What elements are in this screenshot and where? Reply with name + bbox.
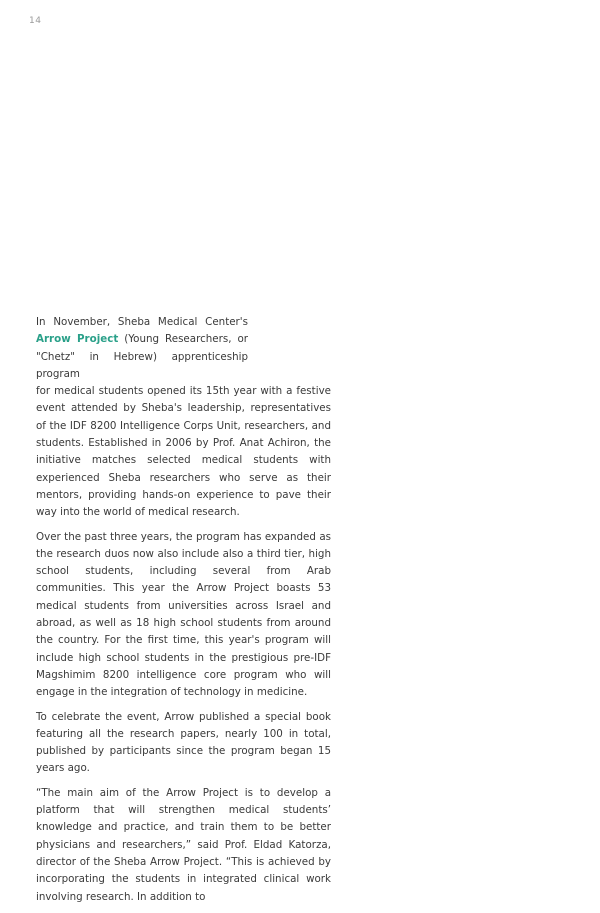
article-body <box>36 314 331 913</box>
intro-line-3: "Chetz" in Hebrew) apprenticeship program <box>36 350 248 380</box>
paragraph-quote: “The main aim of the Arrow Project is to develop a platform that will strengthen medical students’ knowledge and practice, and train them to be better physicians and researchers,” said Prof. Eldad Katorza, director of the Sheba Arrow Project. “This is achieved by incorporating the students in integrated clinical work involving research. In addition to <box>36 786 331 903</box>
intro-line-2-rest: (Young Researchers, or <box>118 333 248 346</box>
paragraph-special-book: To celebrate the event, Arrow published a special book featuring all the research papers, nearly 100 in total, published by participants since the program began 15 years ago. <box>36 710 331 775</box>
intro-line-2 <box>36 331 248 348</box>
intro-rest: for medical students opened its 15th year with a festive event attended by Sheba's leadership, representatives of the IDF 8200 Intelligence Corps Unit, researchers, and students. Established in 2006 by Prof. Anat Achiron, the initiative matches selected medical students with experienced Sheba researchers who serve as their mentors, providing hands-on experience to pave their way into the world of medical research. <box>36 385 331 519</box>
intro-line-1: In November, Sheba Medical Center's <box>36 316 248 328</box>
paragraph-program-expansion: Over the past three years, the program has expanded as the research duos now also include also a third tier, high school students, including several from Arab communities. This year the Arrow Project boasts 53 medical students from universities across Israel and abroad, as well as 18 high school students from around the country. For the first time, this year's program will include high school students in the prestigious pre-IDF Magshimim 8200 intelligence core program who will engage in the integration of technology in medicine. <box>36 530 331 699</box>
intro-paragraph <box>36 314 331 522</box>
page-number: 14 <box>29 16 42 26</box>
arrow-project-highlight: Arrow Project <box>36 333 119 346</box>
